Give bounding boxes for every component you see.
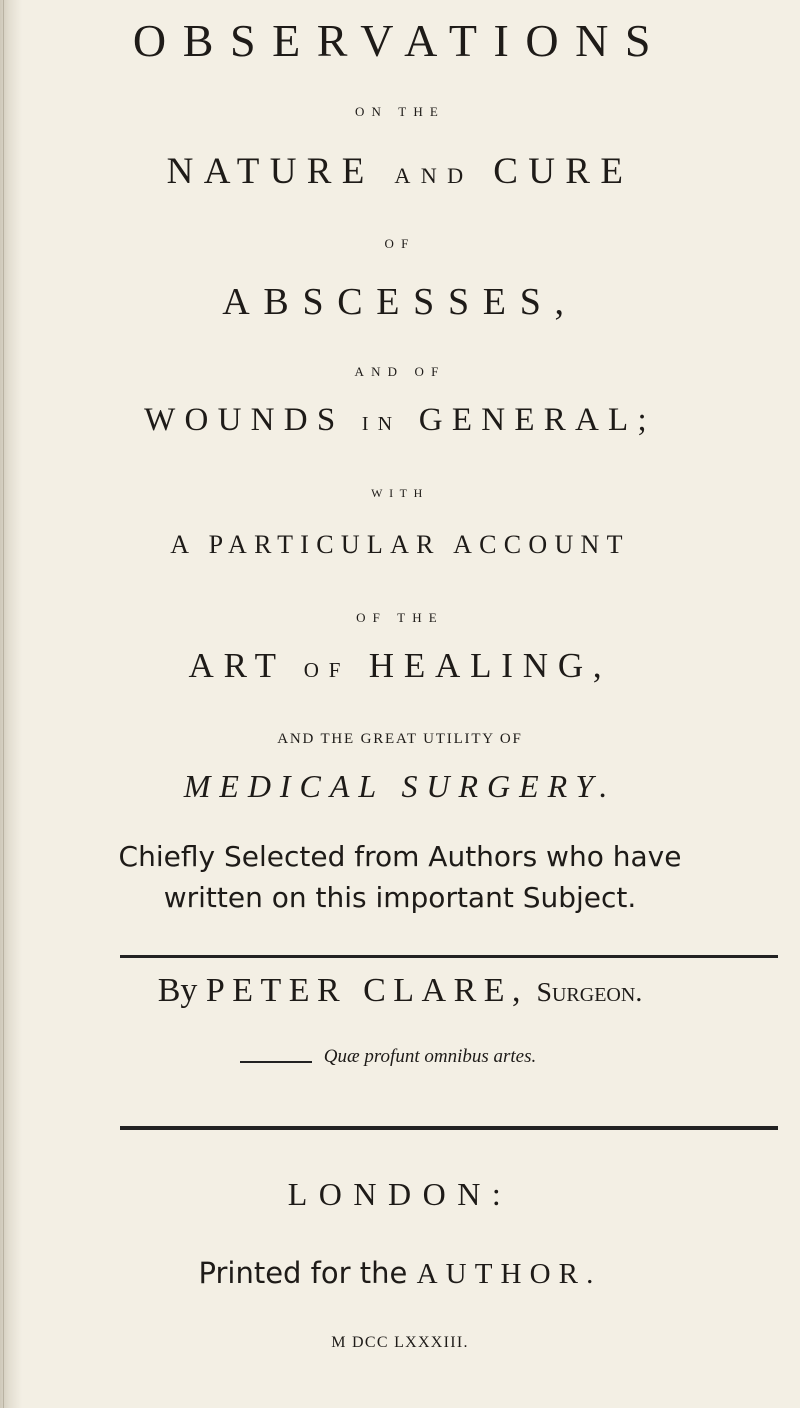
title-with: WITH (371, 486, 429, 500)
title-particular-account: A PARTICULAR ACCOUNT (170, 530, 630, 559)
author-line (0, 972, 800, 1010)
title-medical-surgery: MEDICAL SURGERY. (183, 768, 617, 804)
title-of-2: OF (303, 658, 351, 682)
title-in: IN (361, 413, 402, 435)
author-title: Surgeon. (536, 977, 643, 1008)
title-art: ART (188, 646, 286, 685)
author-by: By (157, 972, 198, 1009)
subtitle-line-2: written on this important Subject. (163, 881, 637, 914)
title-abscesses: ABSCESSES, (222, 281, 578, 323)
title-of-1: OF (384, 236, 416, 251)
motto: Quæ profunt omnibus artes. (323, 1046, 537, 1067)
imprint-year: M DCC LXXXIII. (331, 1334, 469, 1351)
title-wounds: WOUNDS (144, 402, 345, 438)
rule-upper (120, 955, 778, 958)
title-observations: OBSERVATIONS (132, 15, 668, 66)
imprint-city: LONDON: (287, 1176, 513, 1212)
title-and-of: AND OF (354, 364, 446, 379)
title-cure: CURE (493, 151, 634, 192)
rule-lower (120, 1126, 778, 1130)
imprint-printed-for: Printed for the (198, 1256, 408, 1290)
title-healing: HEALING, (368, 646, 612, 685)
title-art-of-healing (0, 646, 800, 686)
title-great-utility: AND THE GREAT UTILITY OF (277, 731, 523, 747)
imprint-printed (0, 1256, 800, 1291)
title-nature-and-cure (0, 150, 800, 193)
author-name: PETER CLARE, (205, 972, 528, 1009)
title-on-the: ON THE (355, 104, 445, 119)
title-of-the: OF THE (356, 610, 444, 625)
imprint-author: AUTHOR. (416, 1258, 602, 1290)
title-wounds-in-general (0, 402, 800, 439)
title-nature: NATURE (166, 151, 375, 192)
title-and: AND (394, 163, 474, 188)
title-general: GENERAL; (418, 402, 656, 438)
subtitle-line-1: Chiefly Selected from Authors who have (118, 840, 682, 873)
